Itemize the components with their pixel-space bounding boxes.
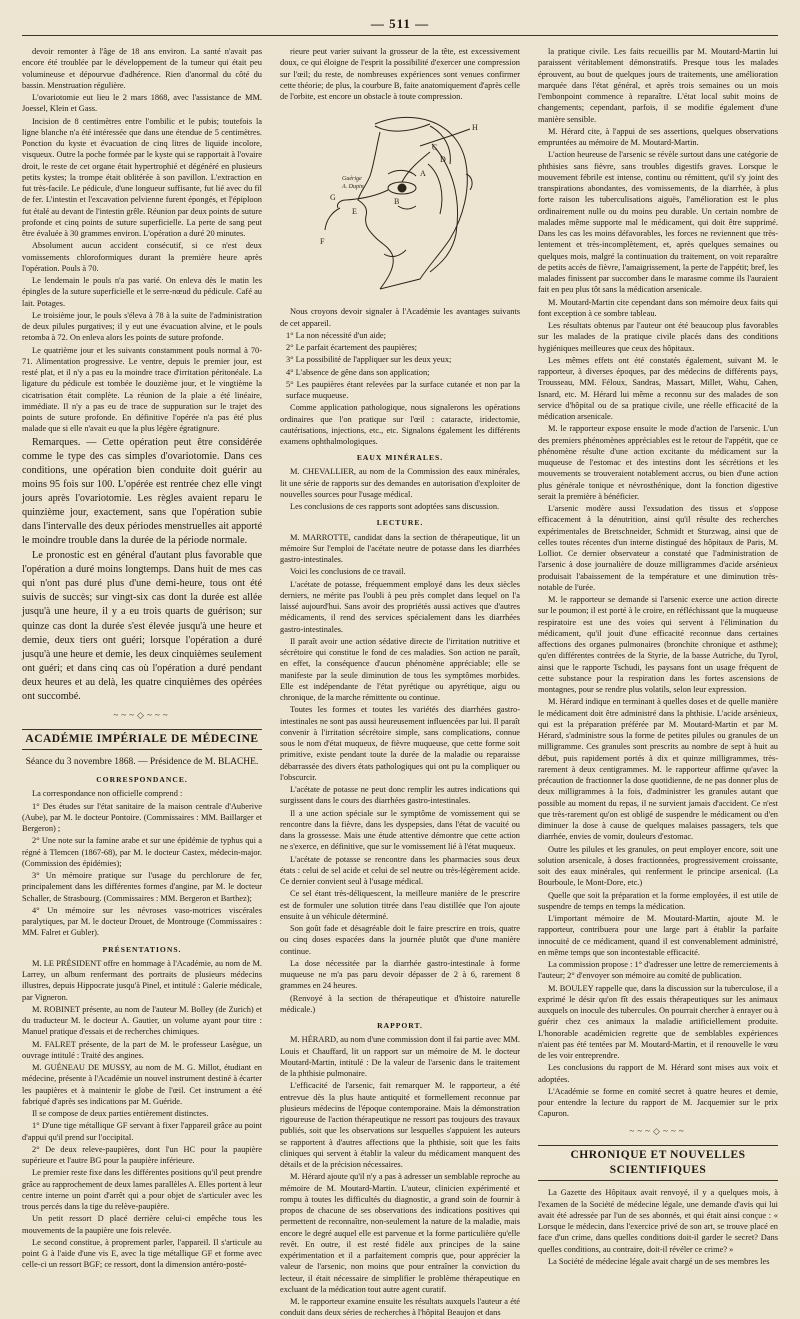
paragraph: M. CHEVALLIER, au nom de la Commission des eaux minérales, lit une série de rapports sur des demandes en autorisation d'exploiter de nouvelles sources pour l'usage médical. — [280, 467, 520, 499]
page-number: — 511 — — [370, 16, 430, 31]
eyelid-retractor-figure — [280, 104, 520, 302]
figure-label-a: A — [420, 169, 426, 179]
paragraph: L'acétate de potasse, fréquemment employé dans les deux siècles derniers, ne mérite pas l'oubli à peu près complet dans lequel on l'a laissé aujourd'hui. Sans avoir des propriétés aussi actives que d'autres médicaments, il rend des services spécialement dans les diarrhées gastro-intestinales. — [280, 579, 520, 634]
paragraph: Les conclusions du rapport de M. Hérard sont mises aux voix et adoptées. — [538, 1063, 778, 1084]
figure-label-c: C — [432, 143, 438, 153]
paragraph: La dose nécessitée par la diarrhée gastro-intestinale à forme muqueuse ne m'a pas paru devoir dépasser de 2 à 6, rarement 8 grammes en 24 heures. — [280, 958, 520, 991]
paragraph: Nous croyons devoir signaler à l'Académie les avantages suivants de cet appareil. — [280, 307, 520, 328]
paragraph: L'important mémoire de M. Moutard-Martin, ajoute M. le rapporteur, contribuera pour une large part à établir la parfaite innocuité de ce médicament, quand il est convenablement administré, en même temps que son incontestable efficacité. — [538, 914, 778, 957]
paragraph: M. le rapporteur expose ensuite le mode d'action de l'arsenic. L'un des premiers phénomènes appréciables est le retour de l'appétit, que ce phénomène résulte d'une action excitante du médicament sur la muqueuse de l'estomac et des intestins dont les sécrétions et les mouvements se trouveraient notablement accrus, ou bien d'une action plus générale tonique et névrosthénique, dont la fonction digestive serait la première à bénéficier. — [538, 424, 778, 501]
figure-label-g: G — [330, 193, 336, 203]
paragraph: M. LE PRÉSIDENT offre en hommage à l'Académie, au nom de M. Larrey, un album renfermant des portraits de plusieurs médecins illustres, depuis Hippocrate jusqu'à Pinel, et intitulé : Galerie médicale, par Vigneron. — [22, 958, 262, 1002]
paragraph: La Gazette des Hôpitaux avait renvoyé, il y a quelques mois, à l'examen de la Société de médecine légale, une demande d'avis qui lui avait été adressée par l'un de ses abonnés, et qui était ainsi conçue : « Lorsque le médecin, dans l'exercice privé de son art, se trouve placé en face d'un crime, dans quelles conditions doit-il garder le secret? Dans quelles conditions, au contraire, doit-il révéler ce crime? » — [538, 1188, 778, 1254]
ornament-divider: ~~~◇~~~ — [629, 1125, 687, 1136]
paragraph: M. Moutard-Martin cite cependant dans son mémoire deux faits qui font exception à ce sombre tableau. — [538, 297, 778, 318]
paragraph: 2° De deux releve-paupières, dont l'un HC pour la paupière supérieure et l'autre BG pour la paupière inférieure. — [22, 1144, 262, 1165]
paragraph: La commission propose : 1° d'adresser une lettre de remerciements à l'auteur; 2° d'envoyer son mémoire au comité de publication. — [538, 960, 778, 981]
paragraph: M. HÉRARD, au nom d'une commission dont il fai partie avec MM. Louis et Chauffard, lit un rapport sur un mémoire de M. le docteur Moutard-Martin, intitulé : De la valeur de l'arsenic dans le traitement de la phthisie pulmonaire. — [280, 1035, 520, 1079]
paragraph: Le lendemain le pouls n'a pas varié. On enleva dès le matin les épingles de la suture superficielle et le serre-nœud du pédicule. Café au lait. Potages. — [22, 276, 262, 308]
header-rule — [22, 35, 778, 36]
paragraph: L'efficacité de l'arsenic, fait remarquer M. le rapporteur, a été entrevue dès la plus haute antiquité et formellement reconnue par plusieurs médecins de l'époque contemporaine. Mais la démonstration rigoureuse de l'action thérapeutique ne ressort pas toujours des travaux publiés, soit que les observations sur lesquelles s'appuient les auteurs se rapportent à d'autres affections que la phthisie, soit que les faits cliniques qui servent à établir la valeur du médicament manquent des détails et de la précision nécessaires. — [280, 1081, 520, 1170]
paragraph: Un petit ressort D placé derrière celui-ci empêche tous les mouvements de la paupière une fois relevée. — [22, 1214, 262, 1235]
paragraph: 2° Une note sur la famine arabe et sur une épidémie de typhus qui a régné à Tlemcen (1867-68), par M. le docteur Castex, médecin-major. (Commission des épidémies); — [22, 836, 262, 868]
head-illustration — [280, 104, 520, 302]
paragraph: 3° Un mémoire pratique sur l'usage du perchlorure de fer, principalement dans les différentes formes d'angine, par M. le docteur Schaller, de Strasbourg. (Commissaires : MM. Bergeron et Barthez); — [22, 871, 262, 903]
figure-label-f: F — [320, 237, 325, 247]
paragraph: Son goût fade et désagréable doit le faire prescrire en trois, quatre ou cinq doses espacées dans la journée plutôt que d'une manière continue. — [280, 924, 520, 956]
paragraph: La Société de médecine légale avait chargé un de ses membres les — [548, 1256, 770, 1266]
paragraph: Le pronostic est en général d'autant plus favorable que l'opération a duré moins longtemps. Dans huit de mes cas qui n'ont pas duré plus d'une demi-heure, tous ont été suivis de succès; sur vingt-six cas dont la durée est allée jusqu'à une heure, il y a eu trois quarts de guérison; sur quinze cas dont la durée s'est élevée jusqu'à une heure et demie, deux tiers ont guéri; lorsque l'opération a duré jusqu'à une heure et demie, les deux cinquièmes seulement ont guéri; et dans cinq cas où l'opération a duré pendant deux heures et au delà, les quatre cinquièmes des opérées ont succombé. — [22, 550, 262, 702]
paragraph: La correspondance non officielle comprend : — [32, 789, 183, 799]
column-3 — [538, 46, 778, 1266]
paragraph: la pratique civile. Les faits recueillis par M. Moutard-Martin lui paraissent véritablement démonstratifs. Presque tous les malades éprouvent, au bout de quelques jours de traitements, une amélioration marquée dans l'état général, et après trois semaines ou un mois l'embonpoint commence à reparaître. L'état local subit moins de changements; cependant, parfois, il se modifie également d'une manière sensible. — [538, 47, 778, 124]
paragraph: Les mêmes effets ont été constatés également, suivant M. le rapporteur, à diverses époques, par des médecins de différents pays, Trousseau, MM. Féloux, Sandras, Massart, Millet, Wahu, Cahen, Isnard, etc. M. Hérard lui même a reconnu sur des malades de son service d'hôpital ou de sa pratique civile, une réelle efficacité de la médication arsenicale. — [538, 355, 778, 421]
list-item: 1° La non nécessité d'un aide; — [286, 330, 386, 340]
paragraph: Outre les pilules et les granules, on peut employer encore, soit une solution arsenicale, à doses fractionnées, progressivement croissante, soit des eaux minérales, qui renferment le principe arsenical. (La Bourboule, le Mont-Dore, etc.) — [538, 844, 778, 888]
section-title-academie: ACADÉMIE IMPÉRIALE DE MÉDECINE — [22, 729, 262, 750]
paragraph: L'action heureuse de l'arsenic se révèle surtout dans une catégorie de phthisies sans fièvre, sans troubles digestifs graves. Lorsque le mouvement fébrile est intense, continu ou rémittent, qu'il s'y joint des transpirations abondantes, des vomissements, de la diarrhée, à plus forte raison les tuberculisations aiguës, l'amélioration est le plus ordinairement nulle ou du moins peu durable. Un certain nombre de malades même supporte mal le médicament, qui doit être supprimé. Dans les cas les moins défavorables, les forces ne reviennent que très-lentement et très-incomplètement, et, après quelques semaines ou quelques mois, malgré la continuation du traitement, on voit reparaître de petits accès de fièvre, l'amaigrissement, la perte de l'appétit; bref, les malades finissent par succomber dans le marasme comme ils l'auraient fait en peu plus tôt sans la médication arsenicale. — [538, 150, 778, 295]
paragraph: M. ROBINET présente, au nom de l'auteur M. Bolley (de Zurich) et du traducteur M. le docteur A. Gautier, un volume ayant pour titre : Manuel pratique d'essais et de recherches chimiques. — [22, 1004, 262, 1037]
seance-line: Séance du 3 novembre 1868. — Présidence de M. BLACHE. — [25, 757, 259, 768]
paragraph: Il paraît avoir une action sédative directe de l'irritation nutritive et sécrétoire qui constitue le fond de ces maladies. Son action ne paraît, en effet, la conséquence d'aucun phénomène appréciable; elle se manifeste par la seule diminution de tous les symptômes morbides. Elle est indépendante de l'état pyrétique ou apyrétique, aigu ou chronique, de la marche rémittente ou continue. — [280, 636, 520, 703]
paragraph: Ce sel étant très-déliquescent, la meilleure manière de le prescrire est de formuler une solution titrée dans l'eau distillée que l'on ajoute ensuite à un véhicule déterminé. — [280, 889, 520, 921]
list-item: 5° Les paupières étant relevées par la surface cutanée et non par la surface muqueuse. — [286, 379, 520, 400]
paragraph: devoir remonter à l'âge de 18 ans environ. La santé n'avait pas encore été troublée par le développement de la tumeur qui était peu volumineuse et dépourvue d'adhérence. Rien d'anormal du côté du bassin. Menstruation régulière. — [22, 47, 262, 90]
figure-label-b: B — [394, 197, 400, 207]
paragraph: M. le rapporteur se demande si l'arsenic exerce une action directe sur le poumon; il est porté à le croire, en réfléchissant que la muqueuse respiratoire est une des voies qui servent à l'élimination du médicament, qu'il jouit d'une efficacité reconnue dans certaines affections des organes pulmonaires (bronchite chronique et asthme); qu'en différentes contrées de la Styrie, de la basse Autriche, du Tyrol, ainsi que le rapporte Tschudi, les paysans font un usage fréquent de cette substance pour la respiration dans les fortes ascensions de montagnes, pour se rendre plus volatils, selon leur expression. — [538, 595, 778, 694]
paragraph: L'arsenic modère aussi l'exsudation des tissus et s'oppose efficacement à la dénutrition, ainsi qu'il résulte des recherches expérimentales de Bretschneider, Schmidt et Sturzwag, ainsi que de celles toutes récentes d'un interne distingué des hôpitaux de Paris, M. Lolliot. Ce dernier observateur a constaté que l'administration de l'arsenic à dose journalière de douze milligrammes d'acide arsénieux produisait l'abaissement de la température et une diminution très-notable de l'urée. — [538, 504, 778, 592]
paragraph: 1° Des études sur l'état sanitaire de la maison centrale d'Auberive (Aube), par M. le docteur Pontoire. (Commissaires : MM. Baillarger et Bergeron) ; — [22, 801, 262, 834]
paragraph: M. MARROTTE, candidat dans la section de thérapeutique, lit un mémoire Sur l'emploi de l'acétate neutre de potasse dans les diarrhées gastro-intestinales. — [280, 532, 520, 565]
paragraph: M. Hérard indique en terminant à quelles doses et de quelle manière le médicament doit être administré dans la phthisie. L'acide arsénieux, qui est la préparation préférée par M. Moutard-Martin et par M. Hérard, s'administre sous la forme de petites pilules ou granules de un milligramme. Ces granules sont prescrits au nombre de sept à huit au début, puis rapidement portés à dix et quinze milligrammes, très-rarement à deux centigrammes. M. le rapporteur affirme qu'avec la précaution de fractionner la dose quotidienne, de ne pas donner plus de deux milligrammes à la fois, d'administrer les granules autant que possible au moment du repas, il ne survient jamais d'accident. Ce n'est que très-rarement qu'on est obligé de suspendre le médicament ou d'en diminuer la dose à cause de quelques malaises passagers, tels que diarrhée, envies de vomir, douleurs d'estomac. — [538, 697, 778, 842]
list-item: 2° Le parfait écartement des paupières; — [286, 343, 418, 352]
paragraph: Quelle que soit la préparation et la forme employées, il est utile de suspendre de temps en temps la médication. — [538, 890, 778, 911]
figure-label-d: D — [440, 155, 446, 165]
figure-label-e: E — [352, 207, 357, 217]
paragraph: M. le rapporteur examine ensuite les résultats auxquels l'auteur a été conduit dans deux séries de recherches à l'hôpital Beaujon et dans — [280, 1297, 520, 1318]
paragraph: Toutes les formes et toutes les variétés des diarrhées gastro-intestinales ne sont pas aussi heureusement influencées par lui. Il paraît convenir à l'irritation sécrétoire simple, sans complications, connue sous le nom d'état muqueux, de fièvre muqueuse, que cette forme soit primitive, existe pendant toute la durée de la maladie ou reparaisse débarrassée des divers états pathologiques qui ont pu la compliquer ou l'obscurcir. — [280, 705, 520, 782]
paragraph: M. BOULEY rappelle que, dans la discussion sur la tuberculose, il a exprimé le désir qu'on fît des essais thérapeutiques sur les animaux auxquels on inocule des tubercules. On pourrait chercher à enrayer ou à guérir chez ces animaux la maladie artificiellement produite. L'honorable académicien regrette que de semblables expériences n'aient pas été tentées par M. Moutard-Martin, et il renouvelle le vœu de les voir entreprendre. — [538, 983, 778, 1060]
paragraph: Il a une action spéciale sur le symptôme de vomissement qui se rencontre dans la fièvre, dans les dyspepsies, dans l'état de vacuité ou dans la grossesse. Mais une étude attentive démontre que cette action ne s'exerce, en définitive, que sur le vomissement lié à l'état muqueux. — [280, 808, 520, 852]
paragraph: Le second constitue, à proprement parler, l'appareil. Il s'articule au point G à l'aide d'une vis E, avec la tige métallique GF et forme avec celle-ci un ressort BGF; ce ressort, dont la dimension antéro-posté- — [22, 1237, 262, 1270]
paragraph: Le quatrième jour et les suivants constamment pouls normal à 70-71. Alimentation progressive. Le ventre, depuis le premier jour, est resté plat, et il n'y a pas eu la moindre trace d'irritation péritonéale. La ligature du pédicule est tombée le douzième jour, et le vingtième la cicatrisation était complète. La réunion de la plaie a été linéaire, immédiate. Il n'y a pas eu de trace de suppuration sur le trajet des points de suture profonde. En définitive l'opérée n'a pas été plus malade que si elle n'avait eu que la plus légère égratignure. — [22, 345, 262, 434]
paragraph: Le premier reste fixe dans les différentes positions qu'il peut prendre grâce au rapprochement de deux lames parallèles A. Elles portent à leur centre interne un point d'arrêt qui a pour objet de s'articuler avec les trous percés dans la tige du relève-paupière. — [22, 1168, 262, 1211]
subheading-eaux-minerales: EAUX MINÉRALES. — [356, 453, 444, 463]
paragraph: Comme application pathologique, nous signalerons les opérations ordinaires que l'on pratique sur l'œil : cataracte, iridectomie, cautérisations, injections, etc., etc. Signalons également les différents examens ophthalmologiques. — [280, 403, 520, 446]
subheading-rapport: RAPPORT. — [377, 1021, 423, 1031]
paragraph: Voici les conclusions de ce travail. — [290, 567, 406, 577]
paragraph: Le troisième jour, le pouls s'éleva à 78 à la suite de l'administration de deux pilules purgatives; il y eut une évacuation alvine, et le pouls retomba à 72. On enleva alors les points de suture profonde. — [22, 310, 262, 343]
figure-label-h: H — [472, 123, 478, 133]
paragraph: rieure peut varier suivant la grosseur de la tête, est excessivement doux, ce qui éloigne de l'esprit la possibilité d'exercer une compression sur l'œil; du reste, de nombreuses expériences sont venues confirmer cette théorie; de plus, la courbure B, faite anatomiquement d'après celle de l'orbite, est encore un obstacle à toute compression. — [280, 47, 520, 101]
paragraph: (Renvoyé à la section de thérapeutique et d'histoire naturelle médicale.) — [280, 993, 520, 1014]
paragraph: Il se compose de deux parties entièrement distinctes. — [32, 1109, 209, 1118]
paragraph: Les conclusions de ces rapports sont adoptées sans discussion. — [290, 502, 500, 512]
paragraph: M. Hérard cite, à l'appui de ses assertions, quelques observations empruntées au mémoire de M. Moutard-Martin. — [538, 126, 778, 147]
paragraph: M. GUÉNEAU DE MUSSY, au nom de M. G. Millot, étudiant en médecine, présente à l'Académie un nouvel instrument destiné à écarter les paupières et à maintenir le globe de l'œil. Cet instrument a été fabriqué d'après ses indications par M. Guéride. — [22, 1063, 262, 1106]
list-item: 3° La possibilité de l'appliquer sur les deux yeux; — [286, 355, 452, 365]
remarks-paragraph: Remarques. — Cette opération peut être considérée comme le type des cas simples d'ovariotomie. Dans ces conditions, une opération bien conduite doit guérir au moins 95 fois sur 100. L'opérée est rentrée chez elle vingt jours après l'ovariotomie. Les règles avaient reparu le quinzième jour, exactement, sans que l'opération subie dans l'intervalle des deux périodes menstruelles ait apporté le moindre trouble dans la durée de la période normale. — [22, 436, 262, 547]
paragraph: Absolument aucun accident consécutif, si ce n'est deux vomissements chloroformiques durant la première heure après l'opération. Pouls à 70. — [22, 241, 262, 273]
page-header — [22, 16, 778, 36]
column-1 — [22, 46, 262, 1270]
column-2 — [280, 46, 520, 1318]
paragraph: M. Hérard ajoute qu'il n'y a pas à adresser un semblable reproche au mémoire de M. Moutard-Martin. L'auteur, clinicien expérimenté et rompu à toutes les difficultés du diagnostic, a grand soin de fournir à propos de chacune de ses observations des indications positives qui permettent de reconnaître, non-seulement la nature de la maladie, mais encore le degré auquel elle est parvenue et la forme particulière qu'elle revêt. En outre, il est resté fidèle aux principes de la saine expérimentation et il a parfaitement compris que, pour apprécier la valeur de l'arsenic, non moins que pour entraîner la conviction du lecteur, il était nécessaire de simplifier le problème thérapeutique en excluant de la médication tout autre agent curatif. — [280, 1172, 520, 1294]
paragraph: 1° D'une tige métallique GF servant à fixer l'appareil grâce au point d'appui qu'il prend sur l'occipital. — [22, 1121, 262, 1142]
figure-engraver-1: Guérige — [342, 176, 362, 183]
list-item: 4° L'absence de gêne dans son application; — [286, 367, 430, 377]
paragraph: L'acétate de potasse ne peut donc remplir les autres indications qui surgissent dans le cours des diarrhées gastro-intestinales. — [280, 785, 520, 806]
figure-engraver-2: A. Dupin — [342, 184, 364, 191]
subheading-lecture: LECTURE. — [376, 518, 424, 528]
section-title-chronique: CHRONIQUE ET NOUVELLES SCIENTIFIQUES — [538, 1145, 778, 1182]
subheading-correspondance: CORRESPONDANCE. — [96, 775, 188, 785]
paragraph: L'Académie se forme en comité secret à quatre heures et demie, pour entendre la lecture du rapport de M. Jacquemier sur le prix Capuron. — [538, 1086, 778, 1119]
paragraph: Les résultats obtenus par l'auteur ont été beaucoup plus favorables sur les malades de la pratique civile placés dans des conditions hygiéniques meilleures que ceux des hôpitaux. — [538, 321, 778, 353]
paragraph: L'ovariotomie eut lieu le 2 mars 1868, avec l'assistance de MM. Joessel, Klein et Gass. — [22, 93, 262, 114]
paragraph: L'acétate de potasse se rencontre dans les pharmacies sous deux états : celui de sel acide et celui de sel neutre ou très-légèrement acide. Ce dernier convient seul à l'usage médical. — [280, 854, 520, 887]
paragraph: M. FALRET présente, de la part de M. le professeur Lasègue, un ouvrage intitulé : Traité des angines. — [22, 1039, 262, 1060]
subheading-presentations: PRÉSENTATIONS. — [102, 944, 182, 954]
paragraph: 4° Un mémoire sur les névroses vaso-motrices viscérales paralytiques, par M. le docteur Drouet, de Montrouge (Commissaires : MM. Falret et Gubler). — [22, 905, 262, 938]
ornament-divider: ~~~◇~~~ — [113, 709, 171, 720]
paragraph: Incision de 8 centimètres entre l'ombilic et le pubis; toutefois la ligne blanche n'a été intéressée que dans une étendue de 5 centimètres. Ponction du kyste et évacuation de cinq litres de liquide incolore, visqueux. Outre la poche formée par le kyste qui se rapportait à l'ovaire droit, le reste de cet organe était hypertrophié et dégénéré en plusieurs petits kystes; la trompe était oblitérée à son pavillon. L'extraction en fut très-facile. Le pédicule, d'une longueur suffisante, fut lié avec du fil de fer. L'intestin et l'excavation pelvienne furent épongés, et l'épiploon fut étalé au devant de l'intestin grêle. Réunion par deux points de suture profonde et cinq points de suture superficielle. La perte de sang peut être évaluée à 30 grammes environ. L'opération a duré 20 minutes. — [22, 116, 262, 238]
